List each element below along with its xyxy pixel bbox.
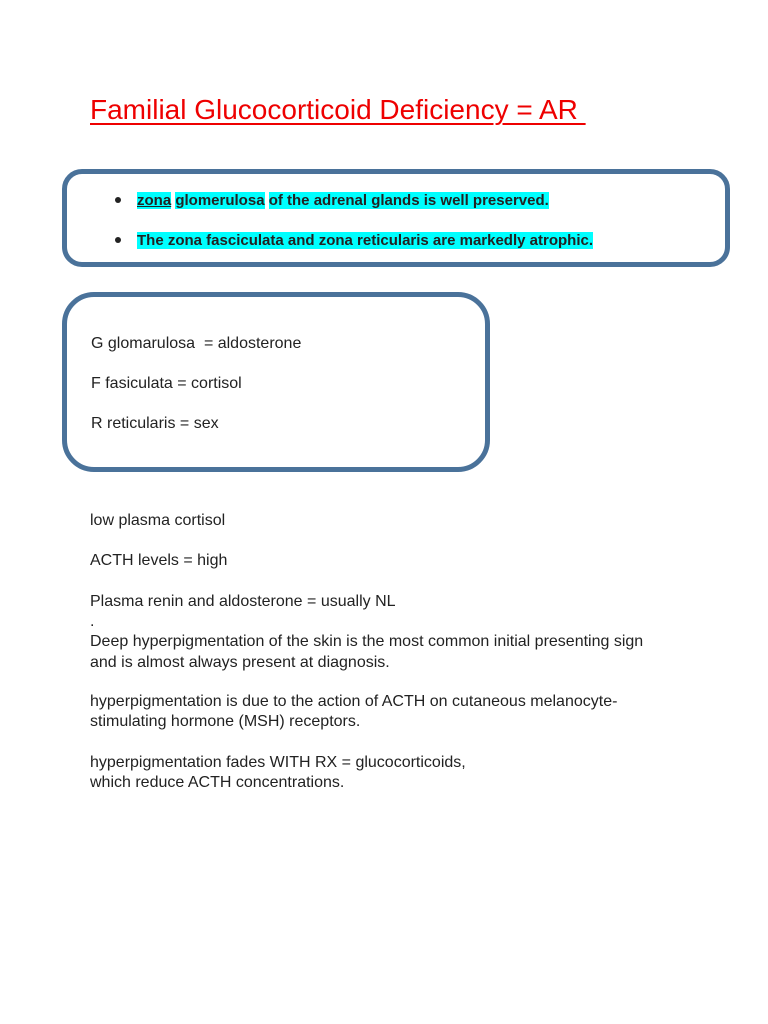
note-acth-action-line1: hyperpigmentation is due to the action of ACTH on cutaneous melanocyte-	[90, 693, 618, 710]
note-treatment-line2: which reduce ACTH concentrations.	[90, 774, 345, 791]
note-dot: .	[90, 613, 95, 630]
adrenal-zones-box	[62, 292, 490, 472]
highlighted-term-glomerulosa: glomerulosa	[175, 192, 265, 209]
key-findings-box	[62, 169, 730, 267]
note-acth: ACTH levels = high	[90, 552, 228, 569]
note-treatment-line1: hyperpigmentation fades WITH RX = glucocorticoids,	[90, 754, 466, 771]
highlighted-text: of the adrenal glands is well preserved.	[268, 192, 549, 209]
page-title: Familial Glucocorticoid Deficiency = AR	[90, 94, 586, 125]
zone-reticularis-line: R reticularis = sex	[91, 415, 219, 432]
zone-fasciculata-line: F fasiculata = cortisol	[91, 375, 242, 392]
note-hyperpigmentation-line2: and is almost always present at diagnosis.	[90, 654, 390, 671]
bullet-icon	[115, 237, 121, 243]
bullet-icon	[115, 197, 121, 203]
zone-glomerulosa-line: G glomarulosa = aldosterone	[91, 335, 302, 352]
bullet-item	[115, 231, 593, 251]
highlighted-term-zona: zona	[137, 192, 172, 209]
note-renin: Plasma renin and aldosterone = usually NL	[90, 593, 396, 610]
note-acth-action-line2: stimulating hormone (MSH) receptors.	[90, 713, 361, 730]
bullet-item	[115, 191, 549, 211]
highlighted-text: The zona fasciculata and zona reticularis are markedly atrophic.	[137, 232, 593, 249]
note-hyperpigmentation-line1: Deep hyperpigmentation of the skin is the most common initial presenting sign	[90, 633, 644, 650]
note-cortisol: low plasma cortisol	[90, 512, 226, 529]
